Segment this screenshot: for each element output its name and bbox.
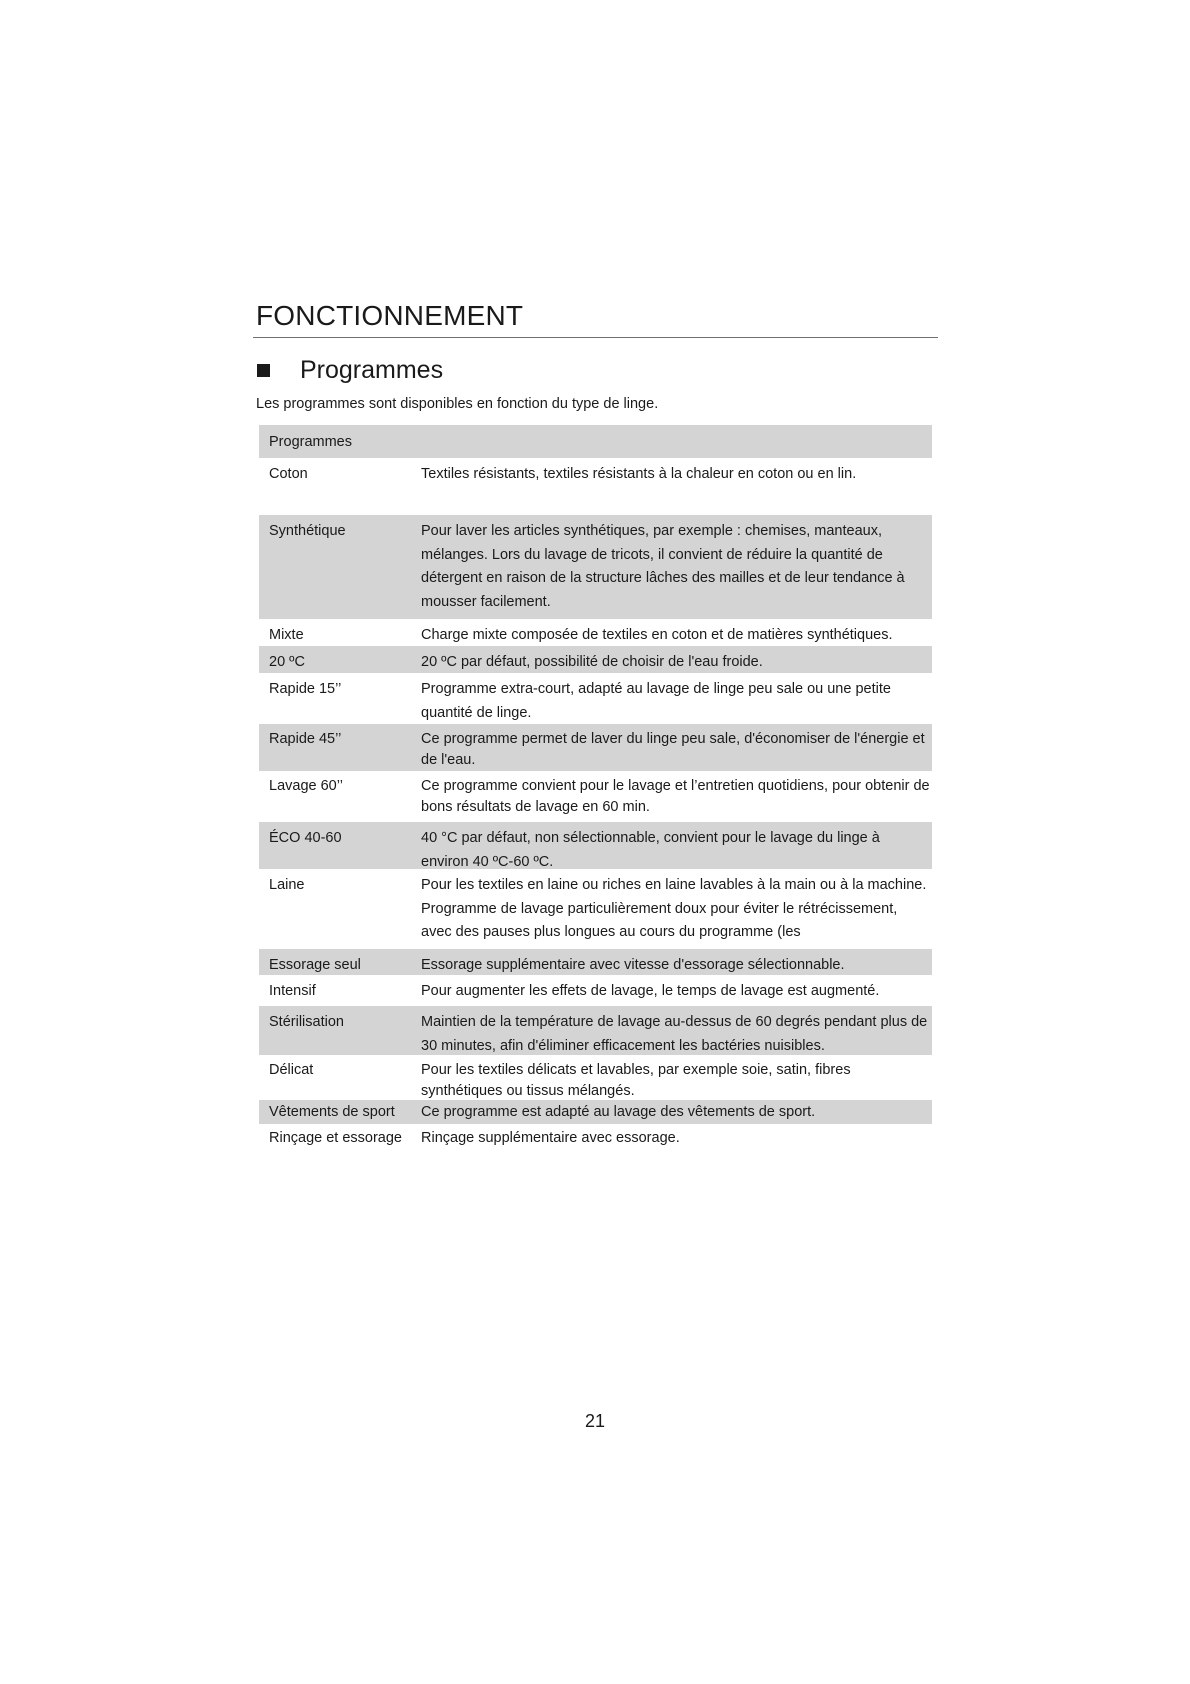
program-description: Pour augmenter les effets de lavage, le temps de lavage est augmenté.	[421, 983, 880, 999]
table-row	[259, 1100, 932, 1124]
table-row	[259, 949, 932, 975]
table-row	[259, 646, 932, 673]
program-description: Pour les textiles en laine ou riches en laine lavables à la main ou à la machine. Programme de lavage particulièrement doux pour éviter le rétrécissement, avec des pauses plus longues au cours du programme (les	[421, 877, 927, 940]
program-description: Maintien de la température de lavage au-dessus de 60 degrés pendant plus de 30 minutes, afin d'éliminer efficacement les bactéries nuisibles.	[421, 1014, 928, 1054]
table-header-empty-cell	[421, 425, 932, 458]
program-description: Essorage supplémentaire avec vitesse d'essorage sélectionnable.	[421, 957, 845, 973]
program-name: Vêtements de sport	[269, 1104, 395, 1120]
program-name: Rapide 45’’	[269, 731, 342, 747]
table-row	[259, 458, 932, 515]
program-description: Charge mixte composée de textiles en coton et de matières synthétiques.	[421, 627, 893, 643]
program-name: Mixte	[269, 627, 304, 643]
program-name: Stérilisation	[269, 1014, 344, 1030]
table-header-cell: Programmes	[269, 434, 352, 450]
table-row	[259, 673, 932, 724]
program-description: 20 ºC par défaut, possibilité de choisir de l'eau froide.	[421, 654, 763, 670]
table-row	[259, 975, 932, 1006]
program-description: 40 °C par défaut, non sélectionnable, convient pour le lavage du linge à environ 40 ºC-60 ºC.	[421, 830, 880, 869]
program-description: Textiles résistants, textiles résistants à la chaleur en coton ou en lin.	[421, 466, 857, 482]
subsection-heading	[257, 352, 443, 388]
program-name: Rapide 15’’	[269, 681, 342, 697]
program-description: Ce programme convient pour le lavage et l’entretien quotidiens, pour obtenir de bons résultats de lavage en 60 min.	[421, 778, 930, 815]
table-row	[259, 515, 932, 619]
program-name: Lavage 60’’	[269, 778, 343, 794]
table-header-row	[259, 425, 932, 458]
table-row	[259, 1006, 932, 1055]
table-row	[259, 822, 932, 869]
table-row	[259, 724, 932, 771]
program-description: Programme extra-court, adapté au lavage de linge peu sale ou une petite quantité de linge.	[421, 681, 891, 721]
subsection-title: Programmes	[300, 356, 444, 384]
program-name: Intensif	[269, 983, 316, 999]
program-name: Laine	[269, 877, 305, 893]
table-row	[259, 619, 932, 646]
programs-table	[259, 425, 932, 1152]
program-name: Rinçage et essorage	[269, 1130, 402, 1146]
section-title: FONCTIONNEMENT	[256, 300, 524, 331]
program-name: Délicat	[269, 1062, 314, 1078]
program-name: ÉCO 40-60	[269, 830, 342, 846]
program-name: Essorage seul	[269, 957, 361, 973]
program-description: Rinçage supplémentaire avec essorage.	[421, 1130, 680, 1146]
program-description: Pour les textiles délicats et lavables, par exemple soie, satin, fibres synthétiques ou tissus mélangés.	[421, 1062, 851, 1099]
section-divider	[253, 337, 938, 338]
square-bullet-icon	[257, 364, 270, 377]
program-description: Pour laver les articles synthétiques, par exemple : chemises, manteaux, mélanges. Lors du lavage de tricots, il convient de réduire la quantité de détergent en raison de la structure lâches des mailles et de leur tendance à mousser facilement.	[421, 523, 905, 610]
table-row	[259, 771, 932, 822]
program-name: Coton	[269, 466, 308, 482]
table-row	[259, 869, 932, 949]
page-number: 21	[584, 1411, 606, 1431]
table-row	[259, 1124, 932, 1152]
program-description: Ce programme est adapté au lavage des vêtements de sport.	[421, 1104, 816, 1120]
program-name: Synthétique	[269, 523, 346, 539]
program-name: 20 ºC	[269, 654, 305, 670]
intro-text: Les programmes sont disponibles en fonction du type de linge.	[256, 396, 659, 412]
program-description: Ce programme permet de laver du linge peu sale, d'économiser de l'énergie et de l'eau.	[421, 731, 925, 768]
table-row	[259, 1055, 932, 1100]
